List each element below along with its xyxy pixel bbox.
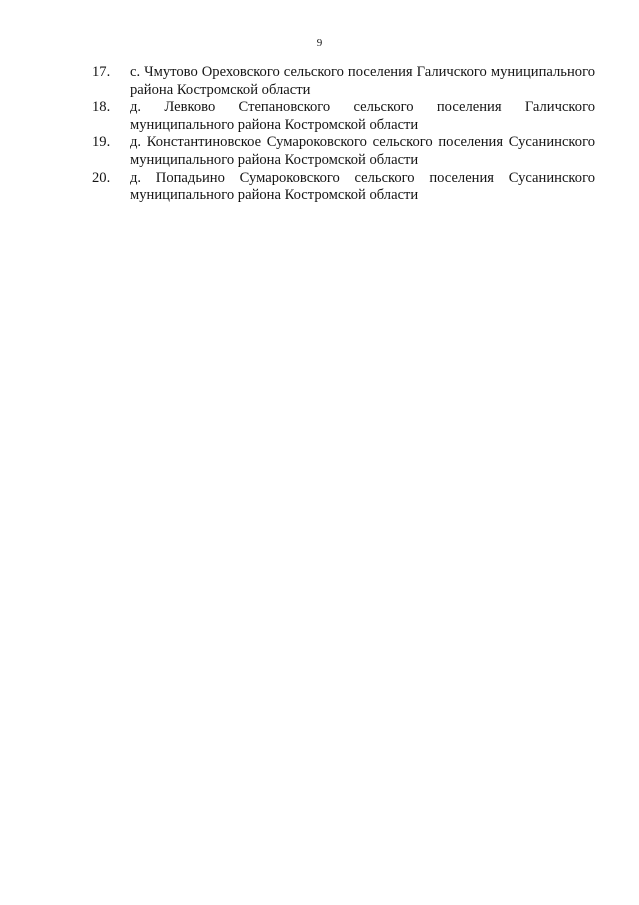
settlement-list	[92, 64, 595, 205]
list-item-number: 17.	[92, 64, 111, 80]
list-item-text: д. Попадьино Сумароковского сельского поселения Сусанинского муниципального района Костромской области	[130, 169, 595, 204]
list-item-number: 20.	[92, 169, 111, 186]
list-item	[92, 134, 595, 169]
list-item-text: с. Чмутово Ореховского сельского поселения Галичского муниципального района Костромской области	[130, 64, 595, 98]
list-item-text: д. Левково Степановского сельского поселения Галичского муниципального района Костромской области	[130, 99, 595, 133]
list-item	[92, 64, 595, 99]
list-item-text: д. Константиновское Сумароковского сельского поселения Сусанинского муниципального района Костромской области	[130, 134, 595, 168]
list-item	[92, 170, 595, 205]
list-item-number: 18.	[92, 99, 111, 116]
list-item	[92, 99, 595, 134]
page-number: 9	[316, 37, 323, 49]
list-item-number: 19.	[92, 134, 111, 151]
